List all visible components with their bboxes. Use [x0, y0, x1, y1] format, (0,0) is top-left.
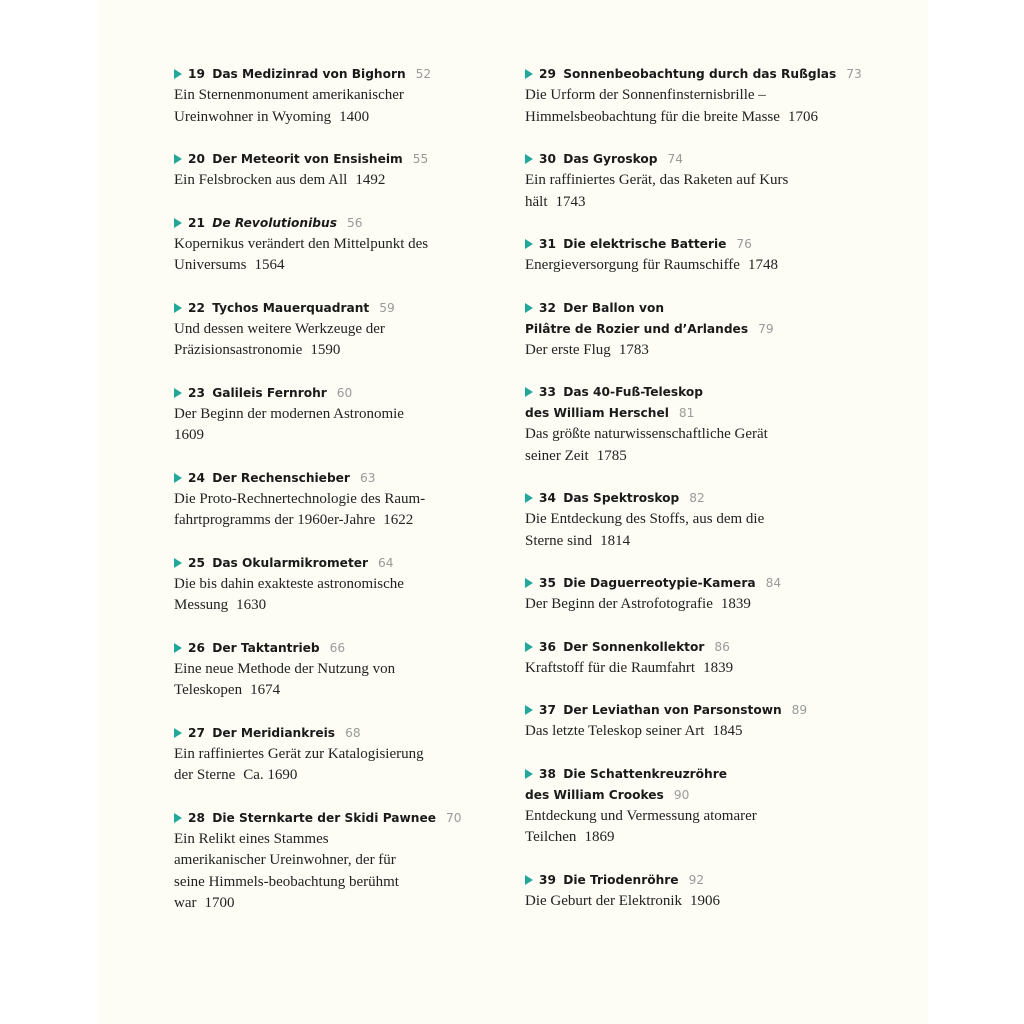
- entry-number: 37: [539, 703, 556, 717]
- entry-description: Kopernikus verändert den Mittelpunkt des Universums 1564: [174, 235, 429, 273]
- entry-year: 1630: [236, 597, 267, 613]
- toc-entry[interactable]: [525, 764, 865, 849]
- entry-page-number: 82: [689, 491, 705, 505]
- play-arrow-icon: [525, 493, 533, 503]
- play-arrow-icon: [525, 578, 533, 588]
- entry-description: Die Geburt der Elektronik 1906: [525, 892, 721, 909]
- entry-number: 25: [188, 555, 205, 570]
- play-arrow-icon: [525, 69, 533, 79]
- entry-title: Die Sternkarte der Skidi Pawnee: [212, 810, 436, 825]
- entry-title: Die Schattenkreuzröhre: [563, 766, 728, 781]
- entry-number: 31: [539, 237, 556, 251]
- entry-heading: [174, 468, 504, 489]
- entry-title: Das 40-Fuß-Teleskop: [563, 385, 704, 399]
- entry-year: 1748: [747, 257, 778, 273]
- entry-title: Der Meteorit von Ensisheim: [212, 152, 403, 166]
- entry-heading: [525, 64, 865, 85]
- play-arrow-icon: [174, 303, 182, 313]
- toc-entry[interactable]: [174, 723, 504, 787]
- entry-description: Das letzte Teleskop seiner Art 1845: [525, 723, 743, 739]
- toc-entry[interactable]: [525, 149, 865, 213]
- entry-year: 1674: [250, 682, 281, 698]
- entry-description: Ein Relikt eines Stammes amerikanischer Ureinwohner, der für seine Himmels-beobachtung berühmt war 1700: [174, 830, 399, 911]
- entry-title: Der Meridiankreis: [212, 725, 336, 740]
- play-arrow-icon: [525, 769, 533, 779]
- entry-title: Die Daguerreotypie-Kamera: [563, 576, 756, 590]
- entry-year: 1839: [720, 596, 751, 612]
- toc-entry[interactable]: [174, 149, 504, 192]
- play-arrow-icon: [174, 728, 182, 738]
- entry-heading: [174, 638, 504, 659]
- entry-number: 21: [188, 215, 205, 230]
- entry-heading: [174, 808, 504, 829]
- entry-page-number: 90: [673, 787, 690, 802]
- entry-title: Das Medizinrad von Bighorn: [212, 67, 406, 81]
- entry-number: 32: [539, 300, 556, 315]
- play-arrow-icon: [525, 642, 533, 652]
- entry-description: Entdeckung und Vermessung atomarer Teilchen 1869: [525, 807, 757, 845]
- toc-entry[interactable]: [174, 383, 504, 447]
- entry-number: 39: [539, 872, 556, 887]
- entry-page-number: 73: [846, 67, 862, 81]
- entry-title: Der Leviathan von Parsonstown: [563, 703, 782, 717]
- entry-number: 26: [188, 640, 205, 655]
- entry-year: 1906: [690, 892, 721, 909]
- toc-entry[interactable]: [525, 64, 865, 128]
- entry-page-number: 86: [714, 639, 730, 654]
- entry-number: 30: [539, 152, 556, 166]
- toc-entry[interactable]: [525, 573, 865, 616]
- play-arrow-icon: [174, 154, 182, 164]
- entry-heading: [174, 383, 504, 404]
- entry-page-number: 64: [378, 555, 394, 570]
- toc-column-left: [174, 64, 504, 915]
- entry-year: 1869: [584, 829, 615, 845]
- entry-page-number: 79: [758, 321, 774, 336]
- entry-heading: [525, 700, 865, 721]
- play-arrow-icon: [525, 303, 533, 313]
- entry-page-number: 60: [336, 385, 353, 400]
- entry-year: 1706: [787, 108, 818, 125]
- entry-page-number: 56: [346, 215, 363, 230]
- entry-description: Der Beginn der modernen Astronomie 1609: [174, 404, 414, 447]
- entry-number: 23: [188, 385, 205, 400]
- entry-heading: [174, 213, 504, 234]
- toc-entry[interactable]: [525, 700, 865, 743]
- entry-description: Ein Sternenmonument amerikanischer Ureinwohner in Wyoming 1400: [174, 87, 404, 125]
- toc-entry[interactable]: [174, 808, 504, 915]
- entry-page-number: 68: [345, 725, 361, 740]
- entry-heading: [525, 149, 865, 170]
- entry-title-line-2: des William Crookes 90: [525, 787, 690, 802]
- entry-heading: [525, 234, 865, 255]
- entry-year: 1839: [703, 659, 734, 676]
- entry-page-number: 52: [415, 67, 432, 81]
- entry-title: Das Gyroskop: [563, 152, 658, 166]
- entry-description: Das größte naturwissenschaftliche Gerät seiner Zeit 1785: [525, 426, 768, 464]
- entry-title-line-2: des William Herschel 81: [525, 406, 695, 420]
- entry-page-number: 89: [791, 703, 808, 717]
- toc-entry[interactable]: [174, 468, 504, 532]
- toc-entry[interactable]: [525, 298, 865, 362]
- entry-title: Galileis Fernrohr: [212, 385, 327, 400]
- entry-year: 1564: [254, 257, 285, 273]
- entry-description: Energieversorgung für Raumschiffe 1748: [525, 257, 778, 273]
- entry-page-number: 59: [379, 300, 395, 315]
- entry-description: Und dessen weitere Werkzeuge der Präzisionsastronomie 1590: [174, 320, 385, 358]
- entry-heading: [525, 382, 865, 424]
- entry-year: Ca. 1690: [243, 767, 298, 783]
- play-arrow-icon: [174, 388, 182, 398]
- entry-description: Ein Felsbrocken aus dem All 1492: [174, 172, 386, 188]
- entry-year: 1492: [355, 172, 386, 188]
- entry-heading: [525, 488, 865, 509]
- play-arrow-icon: [174, 473, 182, 483]
- entry-heading: [174, 553, 504, 574]
- entry-title: Der Ballon von: [563, 300, 665, 315]
- entry-number: 27: [188, 725, 205, 740]
- entry-heading: [174, 298, 504, 319]
- entry-page-number: 84: [765, 576, 782, 590]
- play-arrow-icon: [174, 69, 182, 79]
- play-arrow-icon: [174, 558, 182, 568]
- toc-entry[interactable]: [525, 382, 865, 467]
- toc-entry[interactable]: [174, 553, 504, 617]
- entry-year: 1400: [339, 108, 370, 125]
- entry-year: 1783: [618, 341, 649, 358]
- toc-entry[interactable]: [525, 870, 865, 913]
- entry-title: Tychos Mauerquadrant: [212, 300, 370, 315]
- entry-year: 1609: [174, 427, 204, 443]
- entry-number: 36: [539, 639, 556, 654]
- entry-heading: [525, 870, 865, 891]
- toc-entry[interactable]: [174, 298, 504, 362]
- entry-heading: [174, 149, 504, 170]
- toc-entry[interactable]: [525, 234, 865, 277]
- entry-number: 20: [188, 152, 205, 166]
- toc-entry[interactable]: [174, 213, 504, 277]
- entry-heading: [174, 64, 432, 85]
- entry-number: 34: [539, 491, 556, 505]
- entry-description: Der erste Flug 1783: [525, 341, 649, 358]
- entry-page-number: 63: [359, 470, 376, 485]
- play-arrow-icon: [525, 154, 533, 164]
- entry-title: Die Triodenröhre: [563, 872, 679, 887]
- entry-page-number: 76: [736, 237, 752, 251]
- entry-description: Die bis dahin exakteste astronomische Messung 1630: [174, 575, 404, 613]
- entry-page-number: 81: [678, 406, 695, 420]
- entry-description: Die Urform der Sonnenfinsternisbrille – Himmelsbeobachtung für die breite Masse 1706: [525, 87, 818, 125]
- entry-title: De Revolutionibus: [212, 215, 337, 230]
- entry-page-number: 92: [688, 872, 705, 887]
- play-arrow-icon: [174, 643, 182, 653]
- entry-heading: [525, 764, 865, 806]
- entry-year: 1700: [204, 895, 235, 911]
- play-arrow-icon: [525, 239, 533, 249]
- entry-year: 1785: [596, 447, 627, 464]
- entry-page-number: 66: [329, 640, 346, 655]
- toc-entry[interactable]: [174, 64, 432, 128]
- entry-description: Eine neue Methode der Nutzung von Teleskopen 1674: [174, 660, 396, 698]
- play-arrow-icon: [525, 875, 533, 885]
- entry-number: 22: [188, 300, 205, 315]
- entry-year: 1590: [310, 342, 341, 358]
- entry-title: Der Rechenschieber: [212, 470, 350, 485]
- play-arrow-icon: [174, 218, 182, 228]
- play-arrow-icon: [525, 387, 533, 397]
- entry-year: 1743: [555, 193, 586, 210]
- entry-year: 1622: [383, 512, 414, 528]
- entry-description: Die Entdeckung des Stoffs, aus dem die Sterne sind 1814: [525, 511, 765, 549]
- entry-title: Das Okularmikrometer: [212, 555, 369, 570]
- entry-title: Das Spektroskop: [563, 491, 680, 505]
- entry-title: Sonnenbeobachtung durch das Rußglas: [563, 67, 837, 81]
- entry-heading: [525, 573, 865, 594]
- entry-number: 33: [539, 385, 556, 399]
- entry-year: 1814: [600, 532, 631, 549]
- entry-number: 29: [539, 67, 556, 81]
- entry-description: Ein raffiniertes Gerät zur Katalogisierung der Sterne Ca. 1690: [174, 745, 424, 783]
- entry-title-line-2: Pilâtre de Rozier und d’Arlandes 79: [525, 321, 774, 336]
- entry-title: Die elektrische Batterie: [563, 237, 727, 251]
- entry-page-number: 70: [446, 810, 462, 825]
- entry-title: Der Taktantrieb: [212, 640, 320, 655]
- entry-year: 1845: [712, 723, 743, 739]
- entry-number: 35: [539, 576, 556, 590]
- entry-heading: [525, 637, 865, 658]
- entry-description: Ein raffiniertes Gerät, das Raketen auf Kurs hält 1743: [525, 172, 789, 210]
- entry-page-number: 55: [412, 152, 429, 166]
- toc-entry[interactable]: [525, 637, 865, 680]
- entry-number: 24: [188, 470, 205, 485]
- entry-page-number: 74: [667, 152, 684, 166]
- entry-description: Kraftstoff für die Raumfahrt 1839: [525, 659, 734, 676]
- entry-title: Der Sonnenkollektor: [563, 639, 705, 654]
- play-arrow-icon: [525, 705, 533, 715]
- entry-heading: [525, 298, 865, 340]
- entry-number: 38: [539, 766, 556, 781]
- entry-description: Der Beginn der Astrofotografie 1839: [525, 596, 751, 612]
- play-arrow-icon: [174, 813, 182, 823]
- entry-description: Die Proto-Rechnertechnologie des Raum-fahrtprogramms der 1960er-Jahre 1622: [174, 490, 426, 528]
- toc-entry[interactable]: [525, 488, 865, 552]
- entry-number: 19: [188, 67, 205, 81]
- entry-heading: [174, 723, 504, 744]
- toc-entry[interactable]: [174, 638, 504, 702]
- entry-number: 28: [188, 810, 205, 825]
- toc-column-right: [525, 64, 865, 912]
